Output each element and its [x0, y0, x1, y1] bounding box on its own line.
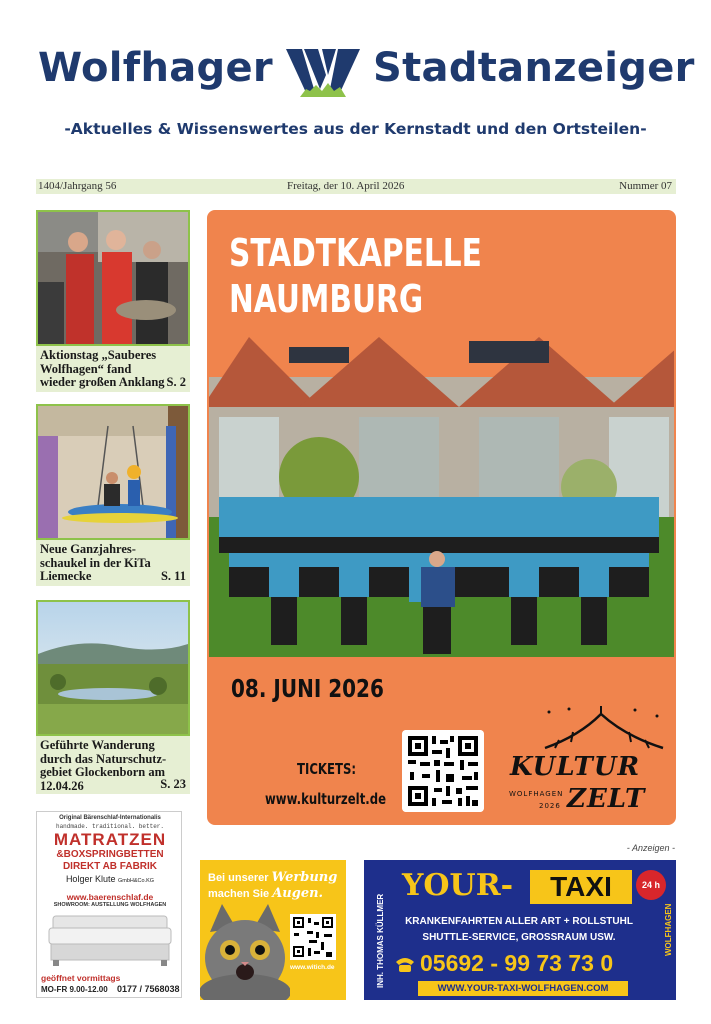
mattress-ad[interactable]	[36, 811, 182, 998]
masthead-title-left: Wolfhager	[38, 45, 273, 91]
werbung-ad-url[interactable]: www.witich.de	[290, 964, 335, 971]
teaser-2-caption[interactable]	[36, 540, 190, 586]
cleanup-event-photo	[38, 212, 188, 344]
teaser-1-caption[interactable]	[36, 346, 190, 392]
werbung-ad-line-2-plain: machen Sie	[208, 888, 270, 900]
teaser-3-photo[interactable]	[36, 600, 190, 736]
taxi-ad[interactable]	[364, 860, 676, 1000]
mattress-ad-url[interactable]: www.baerenschlaf.de	[66, 892, 154, 902]
werbung-ad[interactable]	[200, 860, 346, 1000]
issue-info-bar	[36, 179, 676, 194]
teaser-2-page: S. 11	[160, 568, 186, 583]
taxi-ad-url-box	[418, 981, 628, 996]
masthead-title-right: Stadtanzeiger	[373, 45, 695, 91]
poster-title-line-1: STADTKAPELLE	[229, 231, 482, 275]
mattress-ad-hours: MO-FR 9.00-12.00	[41, 985, 108, 994]
kulturzelt-brand-word-1: KULTUR	[510, 752, 641, 782]
tent-logo-icon	[539, 706, 669, 752]
mattress-ad-showroom: SHOWROOM: AUSTELLUNG WOLFHAGEN	[53, 902, 167, 908]
edition-number: Nummer 07	[619, 180, 672, 192]
wolfhagen-logo-icon	[284, 45, 362, 101]
mattress-ad-line-1: MATRATZEN	[53, 830, 167, 849]
masthead-tagline: -Aktuelles & Wissenswertes aus der Kernstadt und den Ortsteilen-	[64, 120, 647, 138]
mattress-bed-image	[45, 910, 175, 970]
taxi-ad-word-2: TAXI	[550, 871, 612, 902]
poster-tickets-label: TICKETS:	[297, 760, 357, 778]
issue-date: Freitag, der 10. April 2026	[287, 180, 405, 192]
poster-url[interactable]: www.kulturzelt.de	[265, 790, 387, 808]
mattress-ad-owner-suffix: GmbH&Co.KG	[117, 878, 155, 884]
mattress-ad-line-2: &BOXSPRINGBETTEN	[56, 849, 164, 860]
issue-number: 1404/Jahrgang 56	[38, 180, 117, 192]
taxi-ad-phone[interactable]: 05692 - 99 73 73 0	[420, 950, 614, 976]
taxi-ad-word-1: YOUR-	[402, 868, 514, 903]
kulturzelt-brand-year: 2026	[539, 802, 561, 810]
teaser-3-caption[interactable]	[36, 736, 190, 794]
teaser-1-title: Aktionstag „Sauberes Wolfhagen“ fand wieder großen Anklang	[40, 348, 165, 389]
taxi-ad-city-text: WOLFHAGEN	[664, 903, 673, 956]
cat-image	[200, 902, 290, 1000]
poster-title	[229, 230, 482, 322]
taxi-ad-url[interactable]: WWW.YOUR-TAXI-WOLFHAGEN.COM	[437, 983, 609, 994]
teaser-3-page: S. 23	[160, 776, 186, 791]
band-photo	[209, 327, 676, 657]
teaser-2-photo[interactable]	[36, 404, 190, 540]
mattress-ad-line-3: DIREKT AB FABRIK	[62, 861, 158, 872]
mattress-ad-hours-label: geöffnet vormittags	[41, 973, 121, 983]
poster-date: 08. JUNI 2026	[231, 674, 384, 703]
kulturzelt-brand-word-2: ZELT	[567, 784, 646, 814]
teaser-1-page: S. 2	[166, 374, 186, 389]
taxi-ad-service-2: SHUTTLE-SERVICE, GROSSRAUM USW.	[422, 932, 616, 943]
werbung-ad-line-1-accent: Werbung	[271, 870, 338, 885]
mattress-ad-phone[interactable]: 0177 / 7568038	[117, 984, 180, 994]
nature-reserve-photo	[38, 602, 188, 734]
taxi-ad-owner-text: INH. THOMAS KÜLLMER	[376, 893, 385, 988]
ticket-qr-code-icon[interactable]	[402, 730, 484, 812]
poster-title-line-2: NAUMBURG	[229, 277, 424, 321]
werbung-ad-line-2-accent: Augen.	[272, 886, 324, 901]
ads-label: - Anzeigen -	[626, 843, 675, 853]
werbung-ad-line-2	[208, 886, 323, 901]
teaser-3-title: Geführte Wanderung durch das Naturschutz-gebiet Glockenborn am 12.04.26	[40, 738, 167, 793]
taxi-ad-word-2-box	[530, 870, 632, 904]
concert-poster[interactable]	[207, 210, 676, 825]
taxi-ad-24h-badge: 24 h	[636, 870, 666, 900]
kulturzelt-brand-city: WOLFHAGEN	[509, 790, 564, 798]
phone-icon	[394, 954, 416, 974]
werbung-ad-line-1-plain: Bei unserer	[208, 872, 269, 884]
mattress-ad-owner	[37, 874, 182, 884]
mattress-ad-top-line: Original Bärenschlaf-Internationalis	[59, 815, 161, 821]
werbung-qr-code-icon[interactable]	[290, 914, 336, 960]
taxi-ad-service-1: KRANKENFAHRTEN ALLER ART + ROLLSTUHL	[405, 916, 633, 927]
werbung-ad-line-1	[208, 870, 337, 885]
swing-photo	[38, 406, 188, 538]
mattress-ad-tag: handmade. traditional. better.	[55, 823, 165, 830]
teaser-2-title: Neue Ganzjahres-schaukel in der KiTa Liemecke	[40, 542, 151, 583]
teaser-1-photo[interactable]	[36, 210, 190, 346]
mattress-ad-owner-name: Holger Klute	[65, 874, 116, 884]
